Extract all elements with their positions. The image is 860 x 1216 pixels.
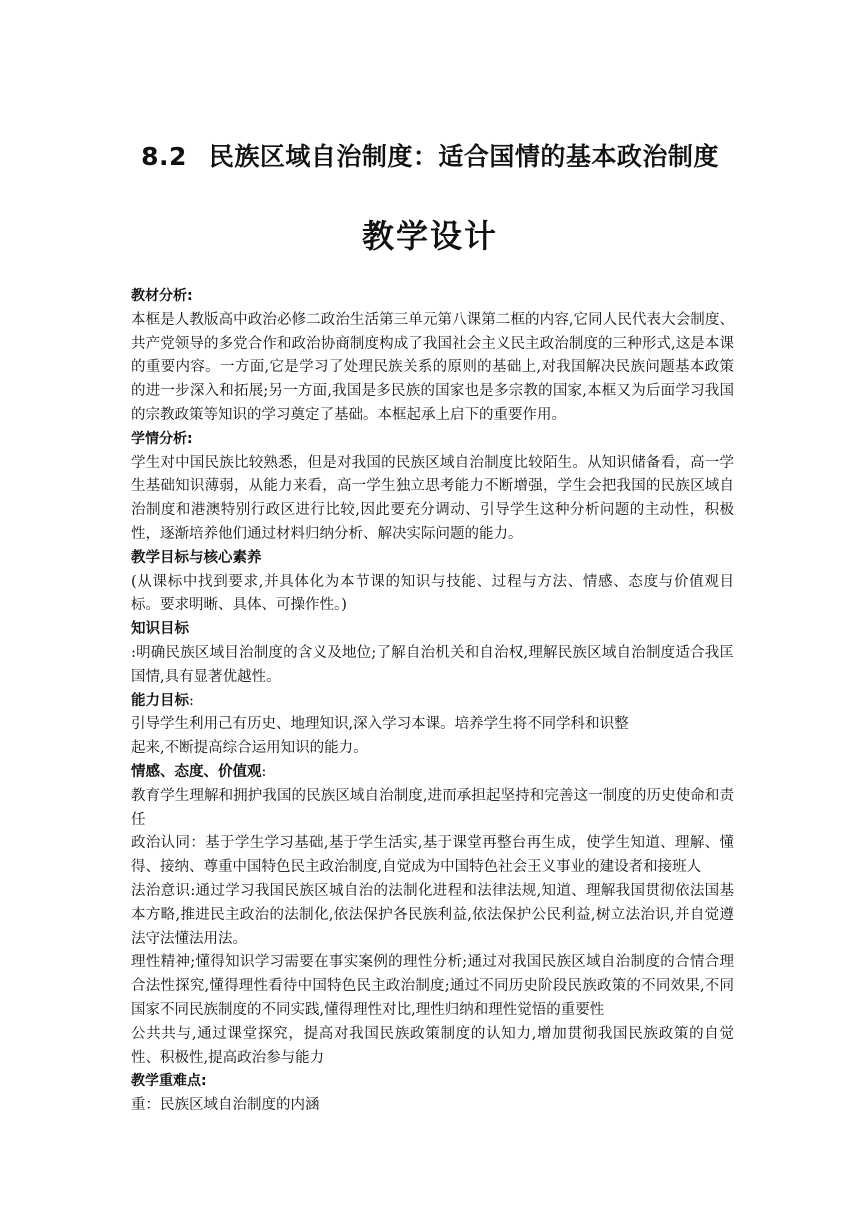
public-participation-paragraph: 公共共与,通过课堂探究，提高对我国民族政策制度的认知力,增加贯彻我国民族政策的自觉性、积极性,提高政治参与能力: [131, 1025, 734, 1066]
student-heading: 学情分析:: [131, 430, 193, 447]
ability-heading: 能力目标: [131, 692, 189, 709]
knowledge-paragraph: :明确民族区域目治制度的含义及地位;了解自治机关和自治权,理解民族区域自治制度适合我匡国情,具有显著优越性。: [131, 644, 734, 685]
ability-line-2: 起来,不断提高综合运用知识的能力。: [131, 740, 368, 757]
emotion-paragraph: 教育学生理解和拥护我国的民族区域自治制度,进而承担起坚持和完善这一制度的历史使命和责任: [131, 787, 734, 828]
goals-heading: 教学目标与核心素养: [131, 549, 262, 566]
political-identity-paragraph: 政治认同：基于学生学习基础,基于学生活实,基于课堂再整台再生成，使学生知道、理解、懂得、接纳、尊重中国特色民主政治制度,自觉成为中国特色社会王义事业的建设者和接班人: [131, 835, 734, 876]
title-text: 民族区域自治制度：适合国情的基本政治制度: [208, 142, 719, 171]
rule-of-law-paragraph: 法治意识:通过学习我国民族区城自治的法制化进程和法律法规,知道、理解我国贯彻依法国基本方略,推进民主政治的法制化,依法保护各民族利益,依法保护公民利益,树立法治识,并自觉遵法守法懂法用法。: [131, 882, 734, 947]
key-points-paragraph: 重：民族区域自治制度的内涵: [131, 1097, 320, 1114]
emotion-heading-colon: :: [261, 763, 267, 780]
goals-paragraph: (从课标中找到要求,并具体化为本节课的知识与技能、过程与方法、情感、态度与价值观目标。要求明晰、具体、可操作性。): [131, 573, 734, 614]
student-paragraph: 学生对中国民族比较熟悉，但是对我国的民族区域自治制度比较陌生。从知识储备看，高一学生基础知识薄弱，从能力来看，高一学生独立思考能力不断增强，学生会把我国的民族区域自治制度和港澳特别行政区进行比较,因此要充分调动、引导学生这种分析问题的主动性，积极性，逐渐培养他们通过材料归纳分析、解决实际问题的能力。: [131, 454, 734, 542]
material-paragraph: 本框是人教版高中政治必修二政治生活第三单元第八课第二框的内容,它同人民代表大会制度、共产党领导的多党合作和政治协商制度构成了我国社会主义民主政治制度的三种形式,这是本课的重要内容。一方面,它是学习了处理民族关系的原则的基础上,对我国解决民族问题基本政策的进一步深入和拓展;另一方面,我国是多民族的国家也是多宗教的国家,本框又为后面学习我国的宗教政策等知识的学习奠定了基础。本框起承上启下的重要作用。: [131, 311, 734, 423]
document-body: [131, 285, 734, 1118]
ability-line-1: 引导学生利用己有历史、地理知识,深入学习本课。培养学生将不同学科和识整: [131, 716, 629, 733]
key-points-heading: 教学重难点:: [131, 1073, 207, 1090]
material-heading: 教材分析:: [131, 288, 193, 304]
ability-heading-line: [131, 690, 734, 714]
title-number: 8.2: [141, 142, 187, 171]
ability-heading-colon: :: [189, 692, 194, 709]
document-title: [0, 140, 860, 174]
emotion-heading: 情感、态度、价值观: [131, 763, 262, 780]
rational-spirit-paragraph: 理性精神;懂得知识学习需要在事实案例的理性分析;通过对我国民族区域自治制度的合情合理合法性探究,懂得理性看待中国特色民主政治制度;通过不同历史阶段民族政策的不同效果,不同国家不同民族制度的不同实践,懂得理性对比,理性归纳和理性觉悟的重要性: [131, 954, 734, 1018]
document-subtitle: 教学设计: [361, 217, 498, 255]
knowledge-heading: 知识目标: [131, 621, 189, 638]
emotion-heading-line: [131, 761, 734, 785]
